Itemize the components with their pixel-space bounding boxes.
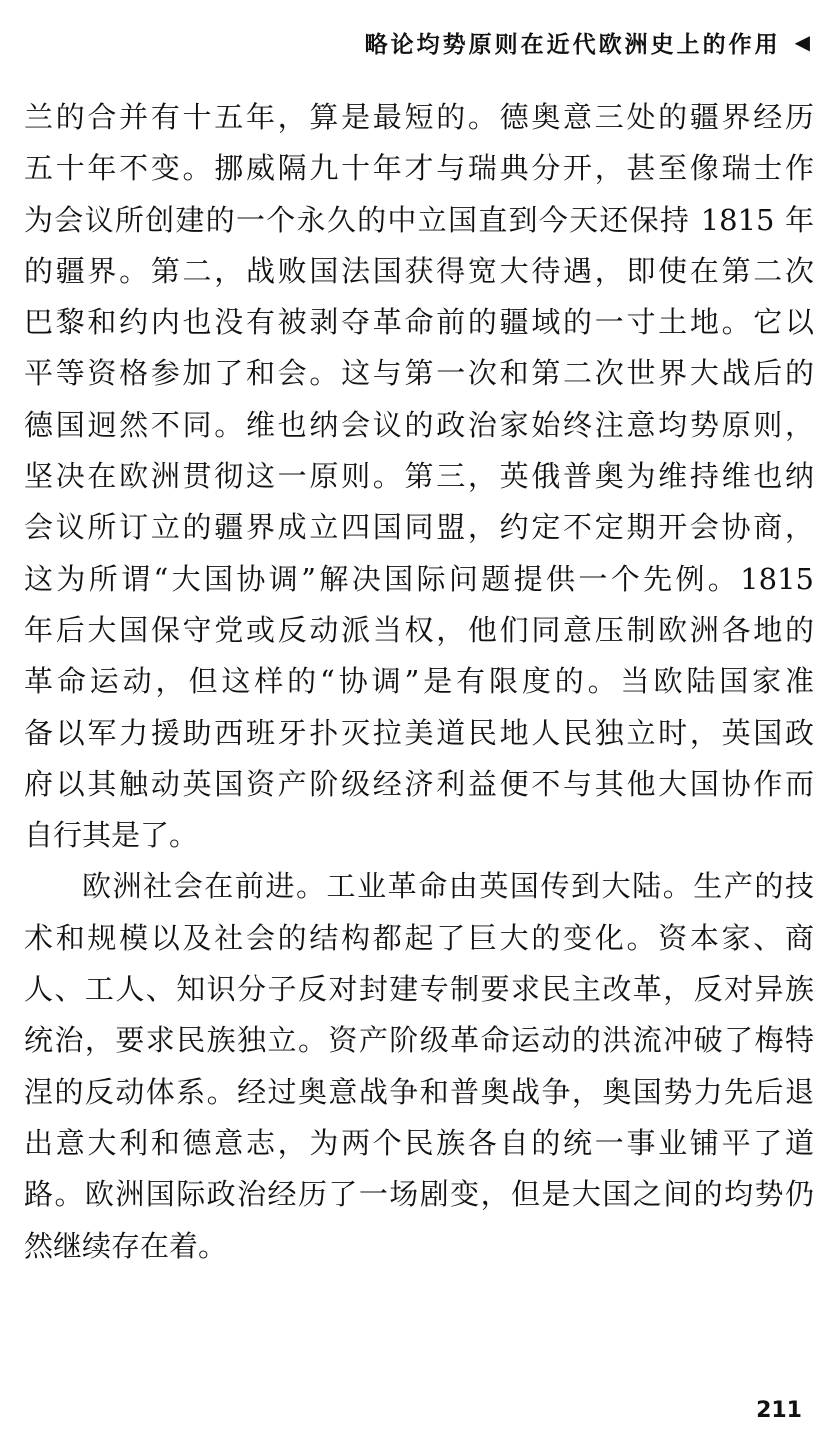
text-line: 平等资格参加了和会。这与第一次和第二次世界大战后的 — [24, 356, 814, 391]
text-line: 然继续存在着。 — [24, 1228, 228, 1263]
text-line: 巴黎和约内也没有被剥夺革命前的疆域的一寸土地。它以 — [24, 305, 814, 340]
text-line: 路。欧洲国际政治经历了一场剧变，但是大国之间的均势仍 — [24, 1177, 814, 1212]
text-line: 为会议所创建的一个永久的中立国直到今天还保持 1815 年 — [24, 202, 814, 237]
paragraph-2 — [24, 861, 814, 1271]
text-line: 年后大国保守党或反动派当权，他们同意压制欧洲各地的 — [24, 612, 814, 647]
triangle-left-icon: ◀ — [794, 30, 810, 54]
text-line: 人、工人、知识分子反对封建专制要求民主改革，反对异族 — [24, 972, 814, 1007]
text-line: 自行其是了。 — [24, 818, 199, 853]
text-line: 欧洲社会在前进。工业革命由英国传到大陆。生产的技 — [82, 869, 814, 904]
text-line: 这为所谓“大国协调”解决国际问题提供一个先例。1815 — [24, 561, 814, 596]
text-line: 会议所订立的疆界成立四国同盟，约定不定期开会协商， — [24, 510, 814, 545]
text-line: 备以军力援助西班牙扑灭拉美道民地人民独立时，英国政 — [24, 715, 814, 750]
text-line: 术和规模以及社会的结构都起了巨大的变化。资本家、商 — [24, 920, 814, 955]
text-line: 统治，要求民族独立。资产阶级革命运动的洪流冲破了梅特 — [24, 1023, 814, 1058]
text-line: 坚决在欧洲贯彻这一原则。第三，英俄普奥为维持维也纳 — [24, 459, 814, 494]
text-line: 德国迥然不同。维也纳会议的政治家始终注意均势原则， — [24, 407, 814, 442]
page-number: 211 — [756, 1398, 802, 1423]
text-line: 五十年不变。挪威隔九十年才与瑞典分开，甚至像瑞士作 — [24, 151, 814, 186]
text-line: 府以其触动英国资产阶级经济利益便不与其他大国协作而 — [24, 766, 814, 801]
text-line: 兰的合并有十五年，算是最短的。德奥意三处的疆界经历 — [24, 100, 814, 134]
text-line: 涅的反动体系。经过奥意战争和普奥战争，奥国势力先后退 — [24, 1074, 814, 1109]
text-body — [24, 92, 814, 1272]
running-head — [365, 22, 810, 62]
text-line: 的疆界。第二，战败国法国获得宽大待遇，即使在第二次 — [24, 253, 814, 288]
running-title: 略论均势原则在近代欧洲史上的作用 — [364, 31, 781, 58]
text-line: 革命运动，但这样的“协调”是有限度的。当欧陆国家准 — [24, 664, 814, 699]
paragraph-1 — [24, 92, 814, 861]
text-line: 出意大利和德意志，为两个民族各自的统一事业铺平了道 — [24, 1125, 814, 1160]
